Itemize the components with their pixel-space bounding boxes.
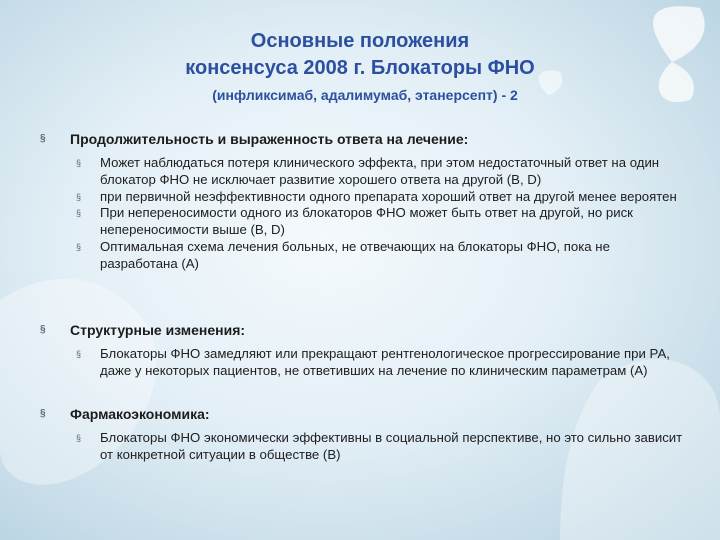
- section-heading-text: Фармакоэкономика:: [70, 406, 210, 422]
- section-response-duration: [40, 130, 690, 273]
- square-bullet-icon: §: [76, 349, 82, 359]
- square-bullet-icon: §: [76, 191, 82, 202]
- list-item: [40, 155, 690, 189]
- section-structural-changes: [40, 321, 690, 380]
- section-heading: [40, 130, 690, 148]
- list-item-text: Может наблюдаться потеря клинического эффекта, при этом недостаточный ответ на один блокатор ФНО не исключает развитие хорошего ответа на другой (B, D): [100, 155, 660, 187]
- list-item-text: при первичной неэффективности одного препарата хороший ответ на другой менее вероятен: [100, 188, 677, 204]
- list-item: [40, 189, 690, 206]
- bullet-list: [40, 155, 690, 273]
- section-pharmacoeconomics: [40, 405, 690, 464]
- section-heading-text: Структурные изменения:: [70, 322, 246, 338]
- slide-title: [0, 28, 720, 82]
- square-bullet-icon: §: [76, 208, 82, 219]
- list-item: [40, 205, 690, 239]
- list-item-text: Блокаторы ФНО замедляют или прекращают рентгенологическое прогрессирование при РА, даже у некоторых пациентов, не ответивших на лечение по клиническим параметрам (A): [100, 346, 670, 378]
- square-bullet-icon: §: [76, 433, 82, 443]
- list-item: [40, 430, 690, 464]
- section-heading: [40, 405, 690, 423]
- section-heading: [40, 321, 690, 339]
- bullet-list: [40, 430, 690, 464]
- square-bullet-icon: §: [40, 408, 46, 419]
- bullet-list: [40, 346, 690, 380]
- list-item-text: При непереносимости одного из блокаторов ФНО может быть ответ на другой, но риск непереносимости выше (B, D): [100, 205, 633, 238]
- list-item-text: Оптимальная схема лечения больных, не отвечающих на блокаторы ФНО, пока не разработана (A): [100, 238, 610, 271]
- title-line-1: Основные положения: [250, 30, 470, 52]
- list-item-text: Блокаторы ФНО экономически эффективны в социальной перспективе, но это сильно зависит от конкретной ситуации в обществе (B): [100, 430, 683, 462]
- title-line-2: консенсуса 2008 г. Блокаторы ФНО: [185, 57, 535, 79]
- slide-subtitle: (инфликсимаб, адалимумаб, этанерсепт) - 2: [212, 87, 518, 103]
- list-item: [40, 346, 690, 380]
- list-item: [40, 239, 690, 273]
- square-bullet-icon: §: [76, 158, 82, 168]
- section-heading-text: Продолжительность и выраженность ответа на лечение:: [70, 131, 469, 147]
- square-bullet-icon: §: [40, 133, 46, 144]
- square-bullet-icon: §: [76, 241, 82, 252]
- square-bullet-icon: §: [40, 324, 46, 335]
